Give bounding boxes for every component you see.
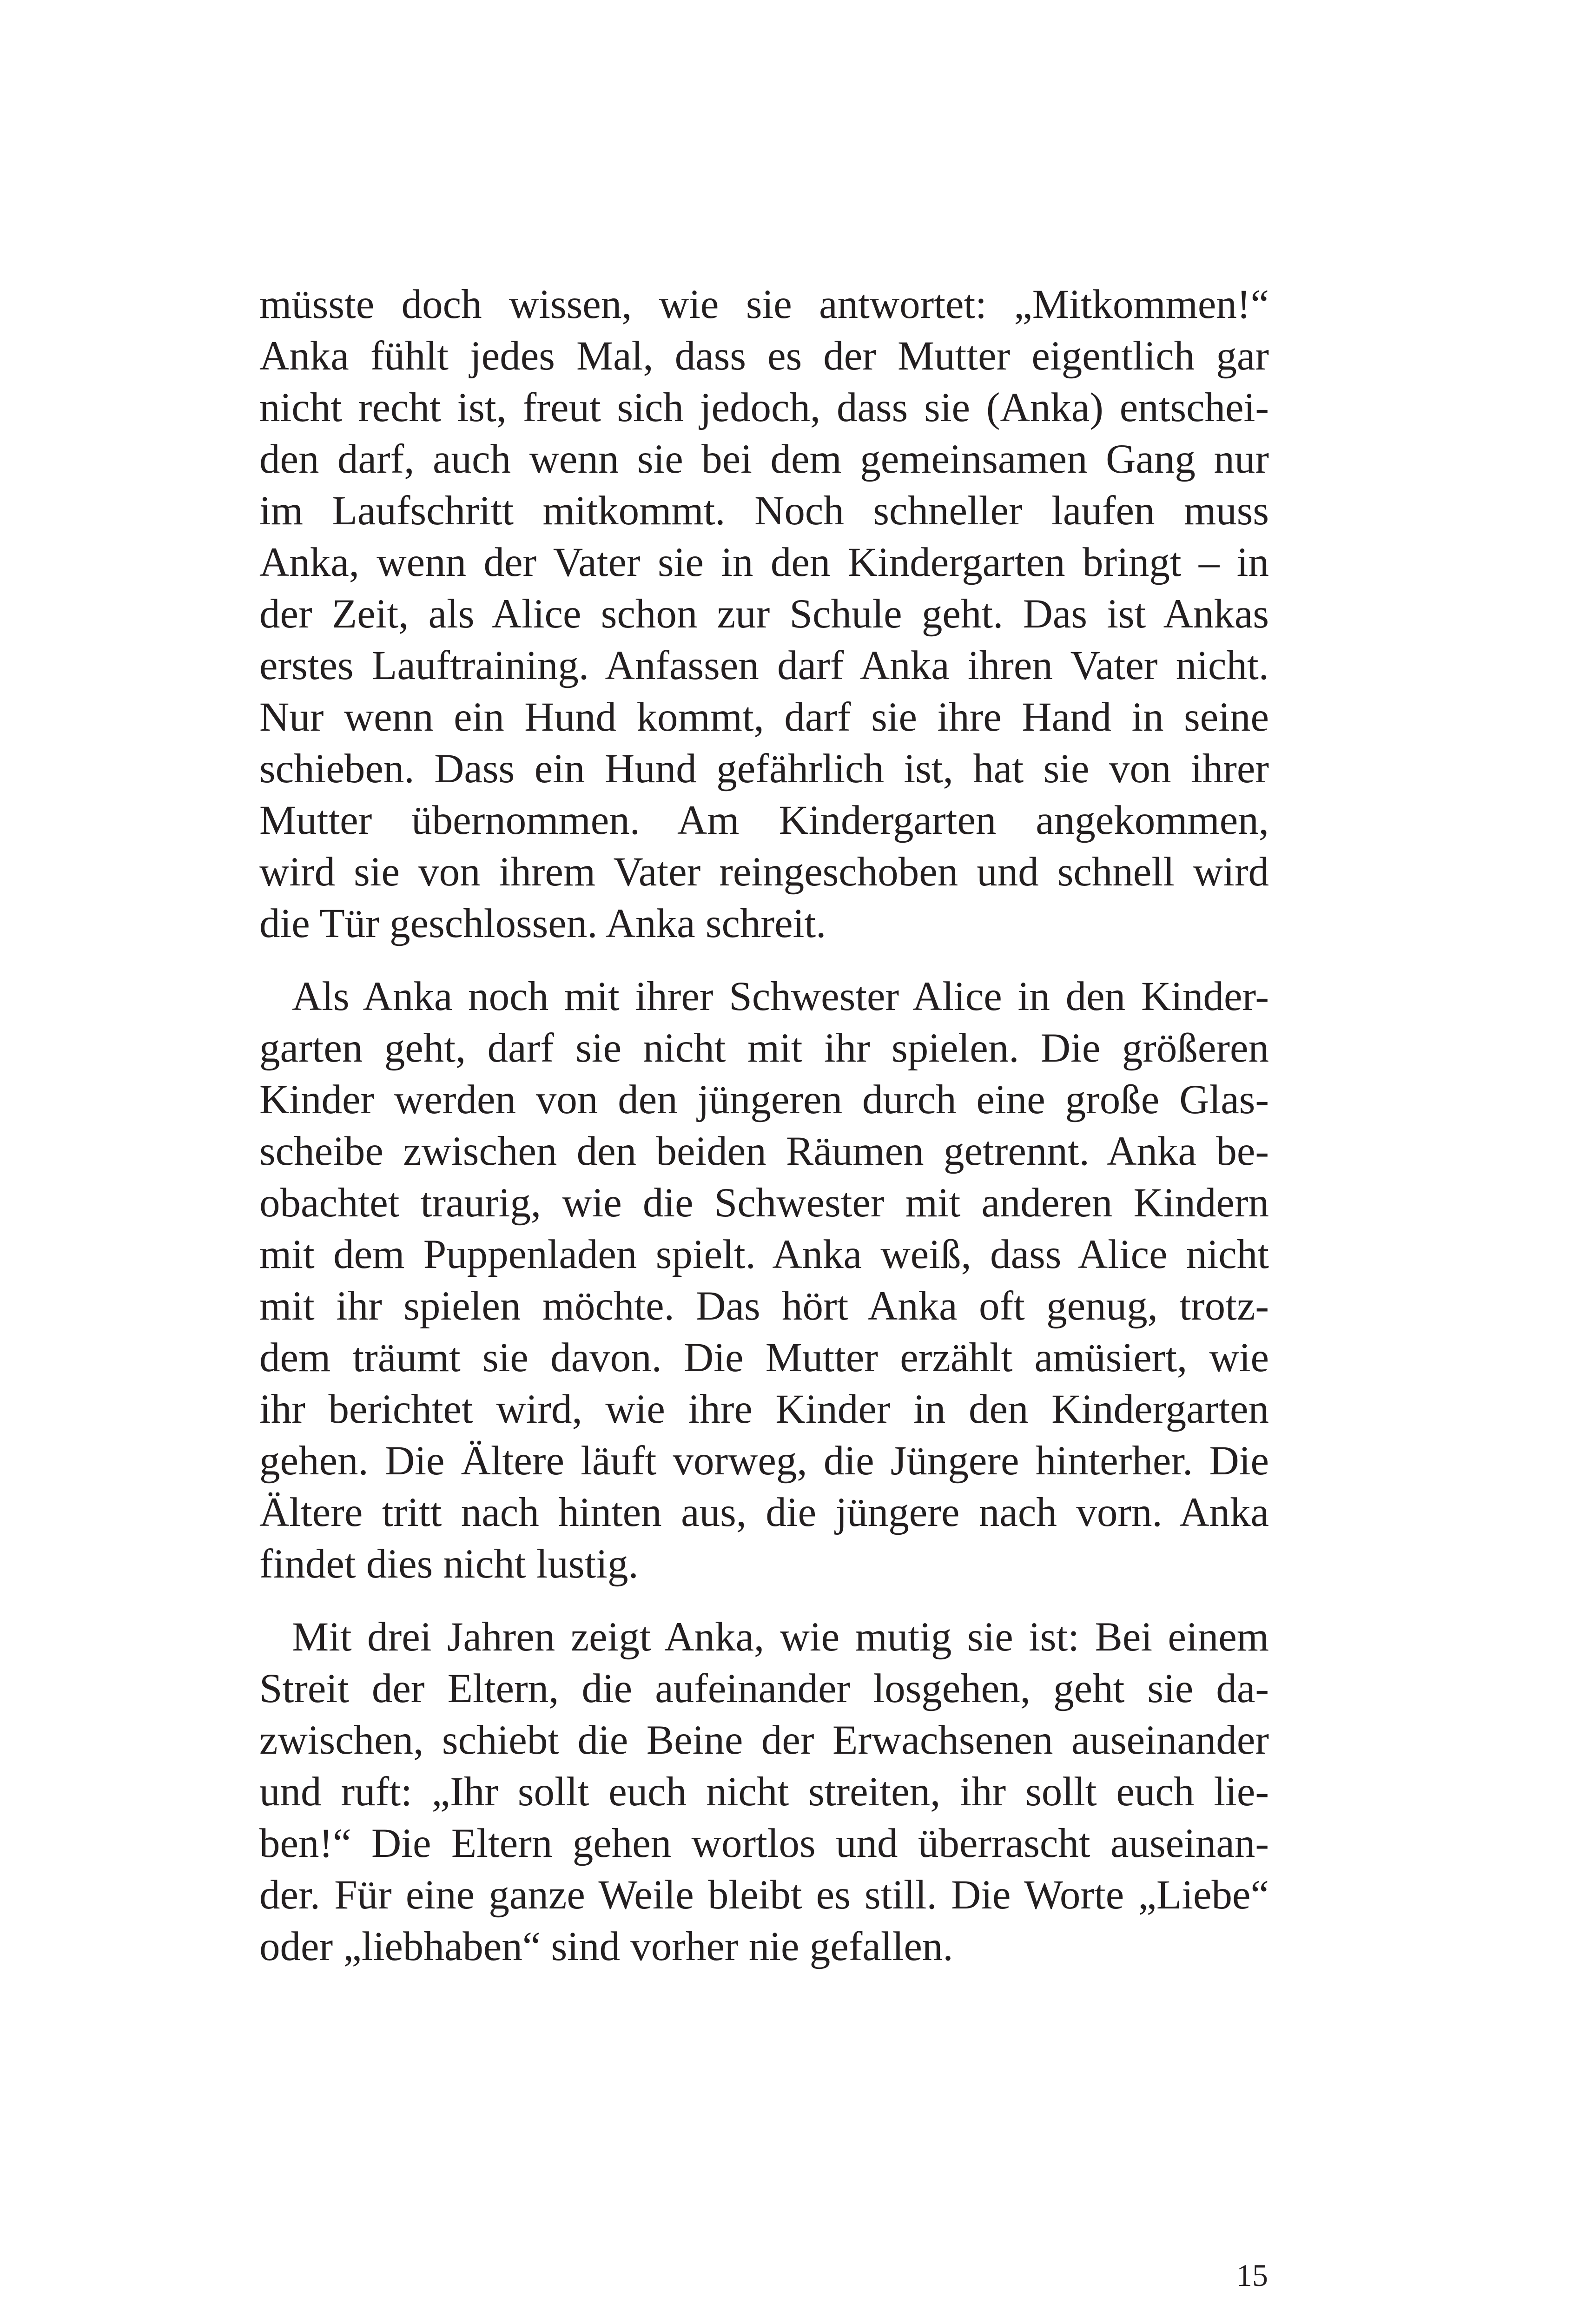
text-line: der. Für eine ganze Weile bleibt es still. Die Worte „Liebe“ bbox=[259, 1872, 1269, 1918]
text-line: zwischen, schiebt die Beine der Erwachsenen auseinander bbox=[259, 1717, 1269, 1763]
text-line: wird sie von ihrem Vater reingeschoben und schnell wird bbox=[259, 849, 1269, 895]
text-line: und ruft: „Ihr sollt euch nicht streiten, ihr sollt euch lie- bbox=[259, 1769, 1269, 1815]
text-line: im Laufschritt mitkommt. Noch schneller laufen muss bbox=[259, 488, 1269, 534]
text-line: Mit drei Jahren zeigt Anka, wie mutig sie ist: Bei einem bbox=[292, 1614, 1269, 1660]
text-line: der Zeit, als Alice schon zur Schule geht. Das ist Ankas bbox=[259, 591, 1269, 637]
text-line: Anka fühlt jedes Mal, dass es der Mutter eigentlich gar bbox=[259, 333, 1269, 379]
text-line: mit dem Puppenladen spielt. Anka weiß, dass Alice nicht bbox=[259, 1232, 1269, 1277]
body-text bbox=[259, 279, 1269, 1973]
text-line: gehen. Die Ältere läuft vorweg, die Jüngere hinterher. Die bbox=[259, 1438, 1269, 1484]
page-number: 15 bbox=[1236, 2258, 1268, 2293]
text-line: Kinder werden von den jüngeren durch eine große Glas- bbox=[259, 1077, 1269, 1122]
text-line: scheibe zwischen den beiden Räumen getrennt. Anka be- bbox=[259, 1129, 1269, 1174]
text-line: Als Anka noch mit ihrer Schwester Alice in den Kinder- bbox=[292, 974, 1269, 1019]
paragraph-1 bbox=[259, 279, 1269, 950]
text-line: findet dies nicht lustig. bbox=[259, 1541, 639, 1587]
text-line: oder „liebhaben“ sind vorher nie gefallen. bbox=[259, 1924, 953, 1969]
text-line: müsste doch wissen, wie sie antwortet: „Mitkommen!“ bbox=[259, 282, 1269, 327]
text-line: Mutter übernommen. Am Kindergarten angekommen, bbox=[259, 798, 1269, 843]
text-line: ben!“ Die Eltern gehen wortlos und überrascht auseinan- bbox=[259, 1821, 1269, 1866]
text-line: schieben. Dass ein Hund gefährlich ist, hat sie von ihrer bbox=[259, 746, 1269, 792]
text-line: garten geht, darf sie nicht mit ihr spielen. Die größeren bbox=[259, 1025, 1269, 1071]
text-line: erstes Lauftraining. Anfassen darf Anka ihren Vater nicht. bbox=[259, 643, 1269, 688]
paragraph-3 bbox=[259, 1611, 1269, 1973]
text-line: obachtet traurig, wie die Schwester mit anderen Kindern bbox=[259, 1180, 1269, 1226]
text-line: Nur wenn ein Hund kommt, darf sie ihre Hand in seine bbox=[259, 694, 1269, 740]
text-line: nicht recht ist, freut sich jedoch, dass sie (Anka) entschei- bbox=[259, 385, 1269, 430]
text-line: Ältere tritt nach hinten aus, die jüngere nach vorn. Anka bbox=[259, 1490, 1269, 1535]
text-line: ihr berichtet wird, wie ihre Kinder in den Kindergarten bbox=[259, 1386, 1269, 1432]
text-line: die Tür geschlossen. Anka schreit. bbox=[259, 901, 826, 946]
text-line: dem träumt sie davon. Die Mutter erzählt amüsiert, wie bbox=[259, 1335, 1269, 1380]
text-line: den darf, auch wenn sie bei dem gemeinsamen Gang nur bbox=[259, 436, 1269, 482]
text-line: Anka, wenn der Vater sie in den Kindergarten bringt – in bbox=[259, 540, 1269, 585]
text-line: Streit der Eltern, die aufeinander losgehen, geht sie da- bbox=[259, 1666, 1269, 1711]
paragraph-2 bbox=[259, 971, 1269, 1590]
text-line: mit ihr spielen möchte. Das hört Anka oft genug, trotz- bbox=[259, 1283, 1269, 1329]
